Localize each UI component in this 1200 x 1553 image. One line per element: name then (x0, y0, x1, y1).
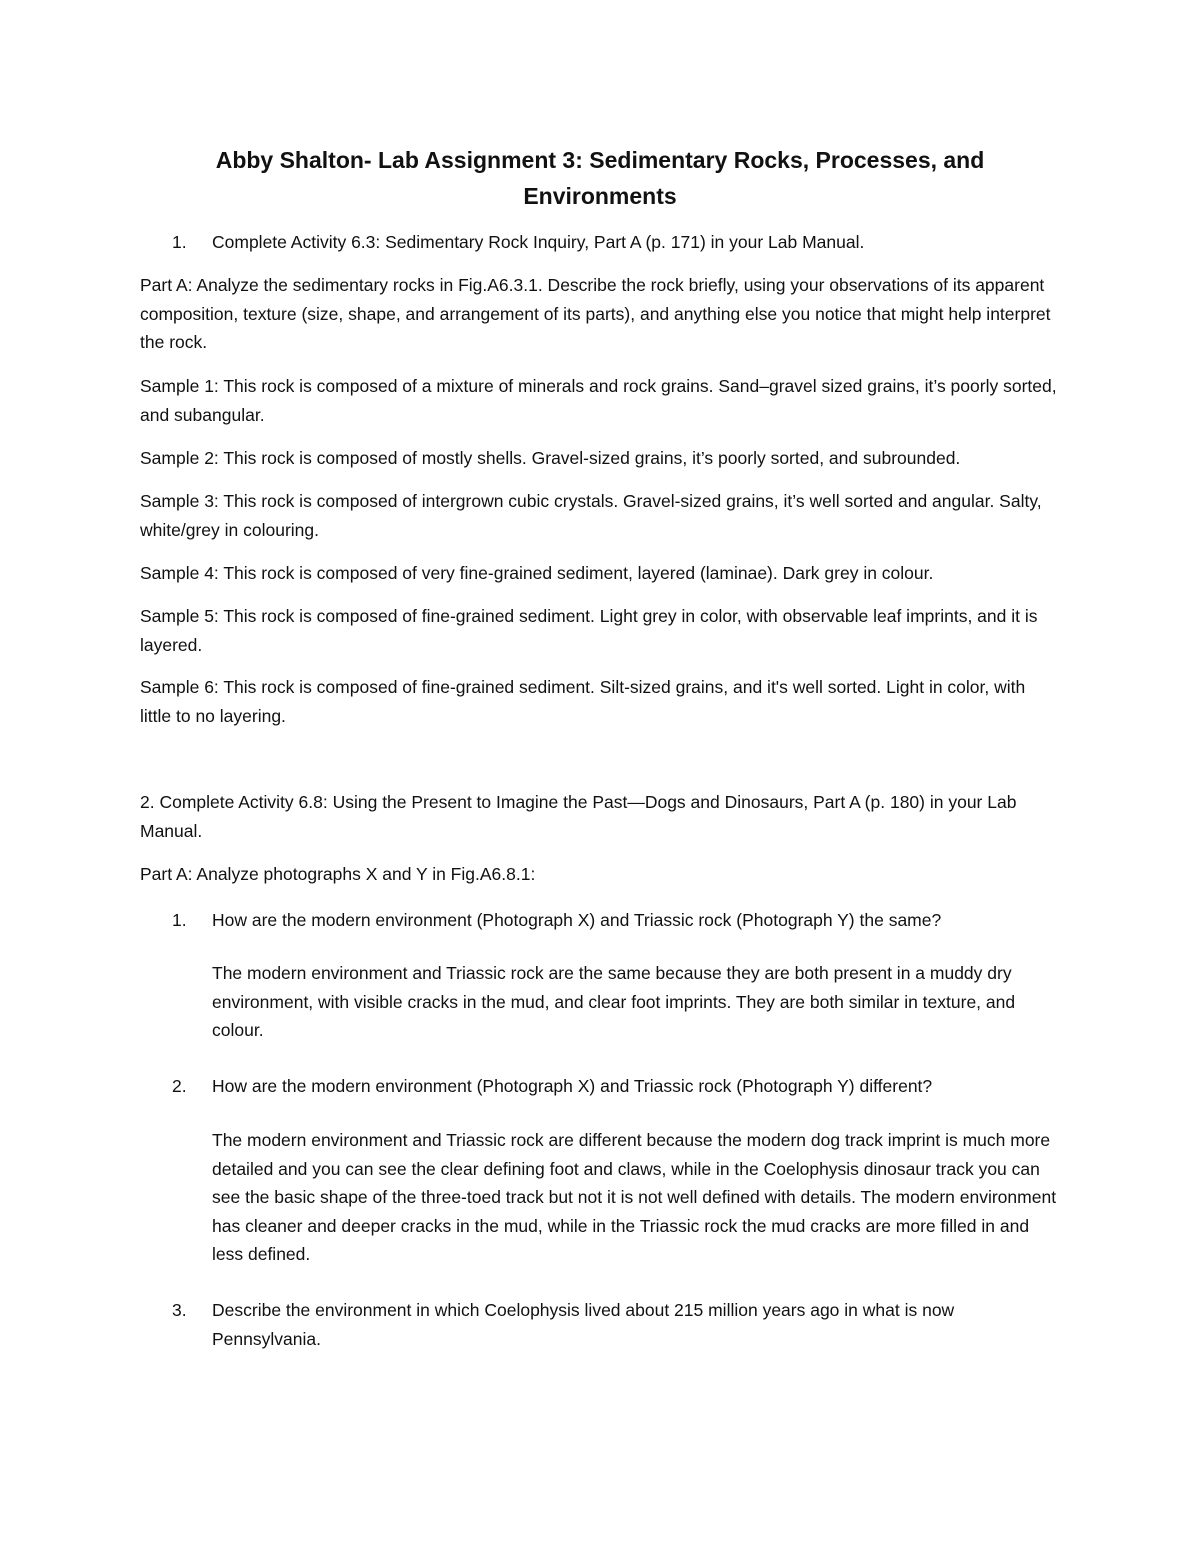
title-line-2: Environments (523, 183, 677, 209)
subquestion-1-number: 1. (172, 910, 187, 930)
question-2-text: 2. Complete Activity 6.8: Using the Present to Imagine the Past—Dogs and Dinosaurs, Part A (p. 180) in your Lab Manual. (140, 792, 1017, 841)
sample-6: Sample 6: This rock is composed of fine-grained sediment. Silt-sized grains, and it's well sorted. Light in color, with little to no layering. (140, 677, 1026, 726)
subquestion-2-number: 2. (172, 1076, 187, 1096)
subquestion-2-text: How are the modern environment (Photograph X) and Triassic rock (Photograph Y) different? (212, 1076, 933, 1096)
subquestion-3-number: 3. (172, 1300, 187, 1320)
sample-2: Sample 2: This rock is composed of mostly shells. Gravel-sized grains, it’s poorly sorted, and subrounded. (140, 448, 961, 468)
document-title (140, 142, 1060, 214)
sample-5: Sample 5: This rock is composed of fine-grained sediment. Light grey in color, with observable leaf imprints, and it is layered. (140, 606, 1038, 655)
subquestion-1-answer: The modern environment and Triassic rock are the same because they are both present in a muddy dry environment, with visible cracks in the mud, and clear foot imprints. They are both similar in texture, and colour. (212, 963, 1016, 1040)
question-1-number: 1. (172, 232, 187, 252)
part-a-instructions-1: Part A: Analyze the sedimentary rocks in Fig.A6.3.1. Describe the rock briefly, using your observations of its apparent composition, texture (size, shape, and arrangement of its parts), and anything else you notice that might help interpret the rock. (140, 275, 1051, 352)
sample-3: Sample 3: This rock is composed of intergrown cubic crystals. Gravel-sized grains, it’s well sorted and angular. Salty, white/grey in colouring. (140, 491, 1042, 540)
sample-1: Sample 1: This rock is composed of a mixture of minerals and rock grains. Sand–gravel sized grains, it’s poorly sorted, and subangular. (140, 376, 1057, 425)
part-a-instructions-2: Part A: Analyze photographs X and Y in Fig.A6.8.1: (140, 864, 536, 884)
subquestion-3-text: Describe the environment in which Coelophysis lived about 215 million years ago in what is now Pennsylvania. (212, 1300, 955, 1349)
subquestion-2-answer: The modern environment and Triassic rock are different because the modern dog track imprint is much more detailed and you can see the clear defining foot and claws, while in the Coelophysis dinosaur track you can see the basic shape of the three-toed track but not it is not well defined with details. The modern environment has cleaner and deeper cracks in the mud, while in the Triassic rock the mud cracks are more filled in and less defined. (212, 1130, 1057, 1264)
question-1-text: Complete Activity 6.3: Sedimentary Rock Inquiry, Part A (p. 171) in your Lab Manual. (212, 232, 865, 252)
title-line-1: Abby Shalton- Lab Assignment 3: Sedimentary Rocks, Processes, and (215, 147, 985, 173)
sample-4: Sample 4: This rock is composed of very fine-grained sediment, layered (laminae). Dark grey in colour. (140, 563, 934, 583)
subquestion-1-text: How are the modern environment (Photograph X) and Triassic rock (Photograph Y) the same? (212, 910, 942, 930)
